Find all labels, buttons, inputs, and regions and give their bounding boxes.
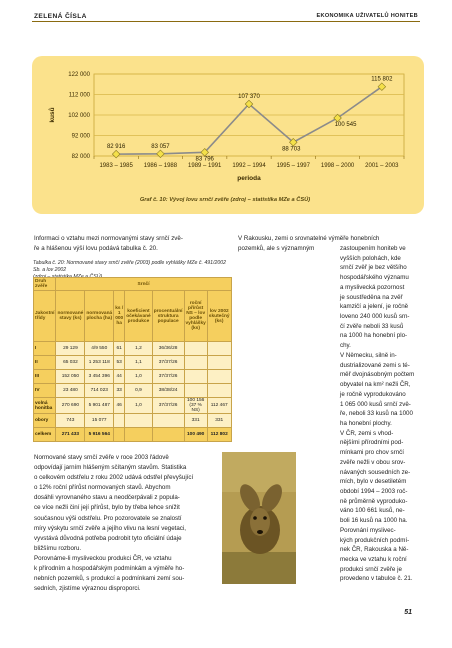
- right-text-line: dustrializované zemi s té-: [340, 361, 410, 369]
- bottom-left-paragraph: [34, 453, 220, 594]
- table-cell: 743: [56, 414, 85, 428]
- intro-line: ře a hlášenou výší lovu podává tabulka č. 20.: [34, 244, 158, 252]
- table-row-label: obory: [34, 414, 56, 428]
- data-point-marker: [157, 150, 165, 158]
- data-label: 83 796: [195, 156, 214, 163]
- table-cell: 112 802: [207, 428, 231, 442]
- y-tick-label: 92 000: [71, 133, 90, 140]
- bottom-left-line: míry výskytu srnčí zvěře a jejího vlivu na lesní vegetaci,: [34, 524, 186, 532]
- bottom-left-line: Normované stavy srnčí zvěře v roce 2003 řádově: [34, 454, 169, 461]
- bottom-left-line: vyvstává důvodná potřeba podrobit tyto oficiální údaje: [34, 534, 182, 542]
- right-text-line: je ročně vyprodukováno: [340, 390, 406, 398]
- chart-caption: Graf č. 10: Vývoj lovu srnčí zvěře (zdroj – statistika MZe a ČSÚ): [139, 197, 311, 203]
- intro-line: Informaci o vztahu mezi normovanými stavy srnčí zvě-: [34, 235, 183, 242]
- table-cell: 65 032: [56, 356, 85, 370]
- table-header-srnci: Srnčí: [56, 278, 231, 291]
- data-label: 83 057: [151, 143, 170, 150]
- table-row-label: celkem: [34, 428, 56, 442]
- right-text-line: ně průměrně vyproduko-: [340, 497, 408, 505]
- table-cell: 38/38/24: [152, 384, 184, 398]
- bottom-left-line: současnou výši odstřelu. Pro pozorovatele se znalostí: [34, 514, 182, 522]
- table-cell: 3 454 396: [85, 370, 114, 384]
- table-row: [34, 414, 232, 428]
- table-cell: [184, 356, 207, 370]
- right-text-line: ře, neboli 33 kusů na 1000: [340, 410, 413, 418]
- bottom-left-line: k přírodním a hospodářským podmínkám a výměře ho-: [34, 565, 185, 573]
- table-cell: 5 916 564: [85, 428, 114, 442]
- table-row: [34, 398, 232, 414]
- x-tick-label: 1986 – 1988: [143, 163, 178, 169]
- header-right: EKONOMIKA UŽIVATELŮ HONITEB: [316, 13, 418, 19]
- bottom-left-line: bližšímu rozboru.: [34, 544, 82, 552]
- table-cell: [125, 428, 153, 442]
- right-text-line: hospodářského významu: [340, 274, 409, 282]
- table-cell: 4/9 550: [85, 342, 114, 356]
- table-cell: [114, 414, 125, 428]
- table-cell: 1,2: [125, 342, 153, 356]
- x-axis-label: perioda: [237, 175, 261, 182]
- table-col-header: ks / 1 000 ha: [114, 291, 125, 342]
- table-row-label: III: [34, 370, 56, 384]
- right-column-narrow: [340, 244, 424, 584]
- right-text-line: období 1994 – 2003 roč-: [340, 487, 408, 495]
- right-text-line: mínkami pro chov srnčí: [340, 449, 404, 457]
- table-cell: 1,0: [125, 370, 153, 384]
- right-text-line: ha honební plochy.: [340, 419, 392, 427]
- right-text-line: zastoupením honiteb ve: [340, 245, 406, 252]
- data-label: 107 370: [238, 93, 260, 100]
- table-cell: 33: [114, 384, 125, 398]
- right-text-line: 1 065 000 kusů srnčí zvě-: [340, 400, 411, 408]
- bottom-left-line: nebních pozemků, s produkcí a podmínkami zemí sou-: [34, 575, 185, 583]
- roe-deer-photo: [222, 452, 296, 584]
- table-cell: 714 023: [85, 384, 114, 398]
- right-text-line: obyvatel na km² nežli ČR,: [340, 381, 411, 389]
- right-text-line: provedeno v tabulce č. 21.: [340, 575, 413, 583]
- table-cell: 61: [114, 342, 125, 356]
- table-cell: 15 077: [85, 414, 114, 428]
- x-tick-label: 1998 – 2000: [320, 163, 355, 169]
- right-text-line: čí zvěře neboli 33 kusů: [340, 322, 404, 330]
- right-text-line: váno 100 661 kusů, ne-: [340, 507, 405, 515]
- right-text-line: návaných sousedních ze-: [340, 468, 411, 476]
- x-tick-label: 1992 – 1994: [232, 163, 266, 169]
- intro-paragraph: [34, 234, 220, 254]
- right-text-line: na 1000 ha honební plo-: [340, 332, 408, 340]
- table-cell: 1,1: [125, 356, 153, 370]
- table-row: [34, 356, 232, 370]
- table-cell: 44: [114, 370, 125, 384]
- table-cell: 0,9: [125, 384, 153, 398]
- bottom-left-line: odpovídají jarním hlášeným sčítaným stavům. Statistika: [34, 464, 187, 472]
- table-col-header: normovaná plocha (ha): [85, 291, 114, 342]
- bottom-left-line: ce více nežli činí její přírůst, bylo by třeba lehce snížit: [34, 504, 180, 512]
- right-text-line: V Německu, silně in-: [340, 351, 397, 359]
- data-label: 82 916: [106, 144, 126, 151]
- table-cell: [207, 370, 231, 384]
- table-cell: 100 490: [184, 428, 207, 442]
- table-cell: 37/37/26: [152, 398, 184, 414]
- table-col-header: procentuální struktura populace: [152, 291, 184, 342]
- y-tick-label: 82 000: [71, 154, 90, 160]
- table-cell: 29 129: [56, 342, 85, 356]
- right-text-line: pozemků, ale s významným: [238, 244, 315, 252]
- right-text-line: mích, bylo v desetiletém: [340, 478, 407, 486]
- table-cell: [184, 342, 207, 356]
- y-tick-label: 112 000: [68, 92, 90, 99]
- data-label: 100 545: [334, 121, 357, 128]
- table-row-label: IV: [34, 384, 56, 398]
- table-cell: 112 467: [207, 398, 231, 414]
- right-text-line: V Rakousku, zemi o srovnatelné výměře honebních: [238, 235, 380, 242]
- y-tick-label: 122 000: [68, 72, 90, 78]
- table-cell: 331: [184, 414, 207, 428]
- table-cell: [184, 370, 207, 384]
- page-number: 51: [404, 609, 412, 616]
- right-text-line: boli 16 kusů na 1000 ha.: [340, 517, 408, 525]
- x-tick-label: 1983 – 1985: [99, 163, 133, 169]
- data-point-marker: [112, 150, 120, 158]
- header-rule: [32, 21, 420, 22]
- table-col-header: koeficient očekávané produkce: [125, 291, 153, 342]
- table-row: [34, 370, 232, 384]
- table-cell: [207, 356, 231, 370]
- table-col-header: normované stavy (ks): [56, 291, 85, 342]
- table-cell: 1,0: [125, 398, 153, 414]
- table-cell: [152, 414, 184, 428]
- right-text-line: chy.: [340, 342, 351, 350]
- table-caption-line: Tabulka č. 20: Normované stavy srnčí zvěře (2003) podle vyhlášky MZe č. 491/2002 Sb. a lov 2002: [33, 260, 226, 273]
- right-text-line: V ČR, zemi s vhod-: [340, 429, 394, 437]
- table-cell: 37/37/26: [152, 356, 184, 370]
- table-cell: 271 433: [56, 428, 85, 442]
- table-row: [34, 384, 232, 398]
- right-text-line: nějšími přírodními pod-: [340, 439, 404, 447]
- x-tick-label: 1989 – 1991: [188, 163, 222, 169]
- table-cell: 331: [207, 414, 231, 428]
- x-tick-label: 1995 – 1997: [276, 163, 310, 169]
- data-label: 115 802: [371, 76, 393, 83]
- table-row: [34, 428, 232, 442]
- table-cell: 152 050: [56, 370, 85, 384]
- y-axis-label: kusů: [49, 107, 56, 123]
- header-left: ZELENÁ ČÍSLA: [34, 13, 87, 20]
- table-header-jakost: Jakostní třídy: [34, 291, 56, 342]
- right-text-line: nek ČR, Rakouska a Ně-: [340, 546, 409, 554]
- table-cell: 23 480: [56, 384, 85, 398]
- table-cell: 36/36/28: [152, 342, 184, 356]
- table-cell: 53: [114, 356, 125, 370]
- y-tick-label: 102 000: [68, 113, 90, 119]
- data-label: 88 703: [282, 146, 301, 153]
- table-row-label: volná honitba: [34, 398, 56, 414]
- bottom-left-line: o celkovém odstřelu z roku 2002 udává odstřel převyšující: [34, 474, 194, 482]
- right-text-line: produkci srnčí zvěře je: [340, 565, 402, 573]
- right-text-line: vyšších polohách, kde: [340, 254, 401, 262]
- right-text-line: zvěře nežli v obou srov-: [340, 458, 406, 466]
- table-row-label: II: [34, 356, 56, 370]
- bottom-left-line: dosáhli vyrovnaného stavu a neodčerpávali z popula-: [34, 494, 180, 502]
- bottom-left-line: o 12% roční přírůst normovaných stavů. Abychom: [34, 484, 171, 492]
- table-cell: [207, 384, 231, 398]
- table-col-header: lov 2002 skutečný (ks): [207, 291, 231, 342]
- x-tick-label: 2001 – 2003: [365, 163, 399, 169]
- table-cell: 46: [114, 398, 125, 414]
- data-table: [33, 277, 232, 442]
- table-row: [34, 342, 232, 356]
- table-cell: 5 901 487: [85, 398, 114, 414]
- line-chart: [32, 56, 424, 214]
- chart-panel: [32, 56, 424, 214]
- table-col-header: roční přírůst NS – lov podle vyhlášky (ks): [184, 291, 207, 342]
- table-cell: [152, 428, 184, 442]
- right-text-line: srnčí zvěř je bez většího: [340, 264, 407, 272]
- table-cell: 270 690: [56, 398, 85, 414]
- right-text-line: kých produkčních podmí-: [340, 536, 410, 544]
- right-text-line: a myslivecká pozornost: [340, 283, 405, 291]
- table-row-label: I: [34, 342, 56, 356]
- table-cell: [114, 428, 125, 442]
- right-text-line: Porovnání mysliveс-: [340, 526, 396, 534]
- bottom-left-line: Porovnáme-li mysliveckou produkci ČR, ve vztahu: [34, 554, 172, 562]
- right-text-line: je soustředěna na zvěř: [340, 293, 403, 301]
- table-cell: 100 156 (37 % NS): [184, 398, 207, 414]
- table-cell: 1 253 118: [85, 356, 114, 370]
- bottom-left-line: sedních, zjistíme výraznou disproporci.: [34, 585, 141, 593]
- table-cell: [184, 384, 207, 398]
- table-cell: [125, 414, 153, 428]
- table-header-druh: Druh zvěře: [34, 278, 56, 291]
- right-text-line: loveno 240 000 kusů srn-: [340, 313, 410, 321]
- table-cell: 37/37/26: [152, 370, 184, 384]
- right-text-line: měř dvojnásobným počtem: [340, 371, 415, 379]
- right-text-line: kamzičí a jelení, je ročně: [340, 303, 409, 311]
- table-cell: [207, 342, 231, 356]
- right-text-line: mecka ve vztahu k roční: [340, 556, 407, 563]
